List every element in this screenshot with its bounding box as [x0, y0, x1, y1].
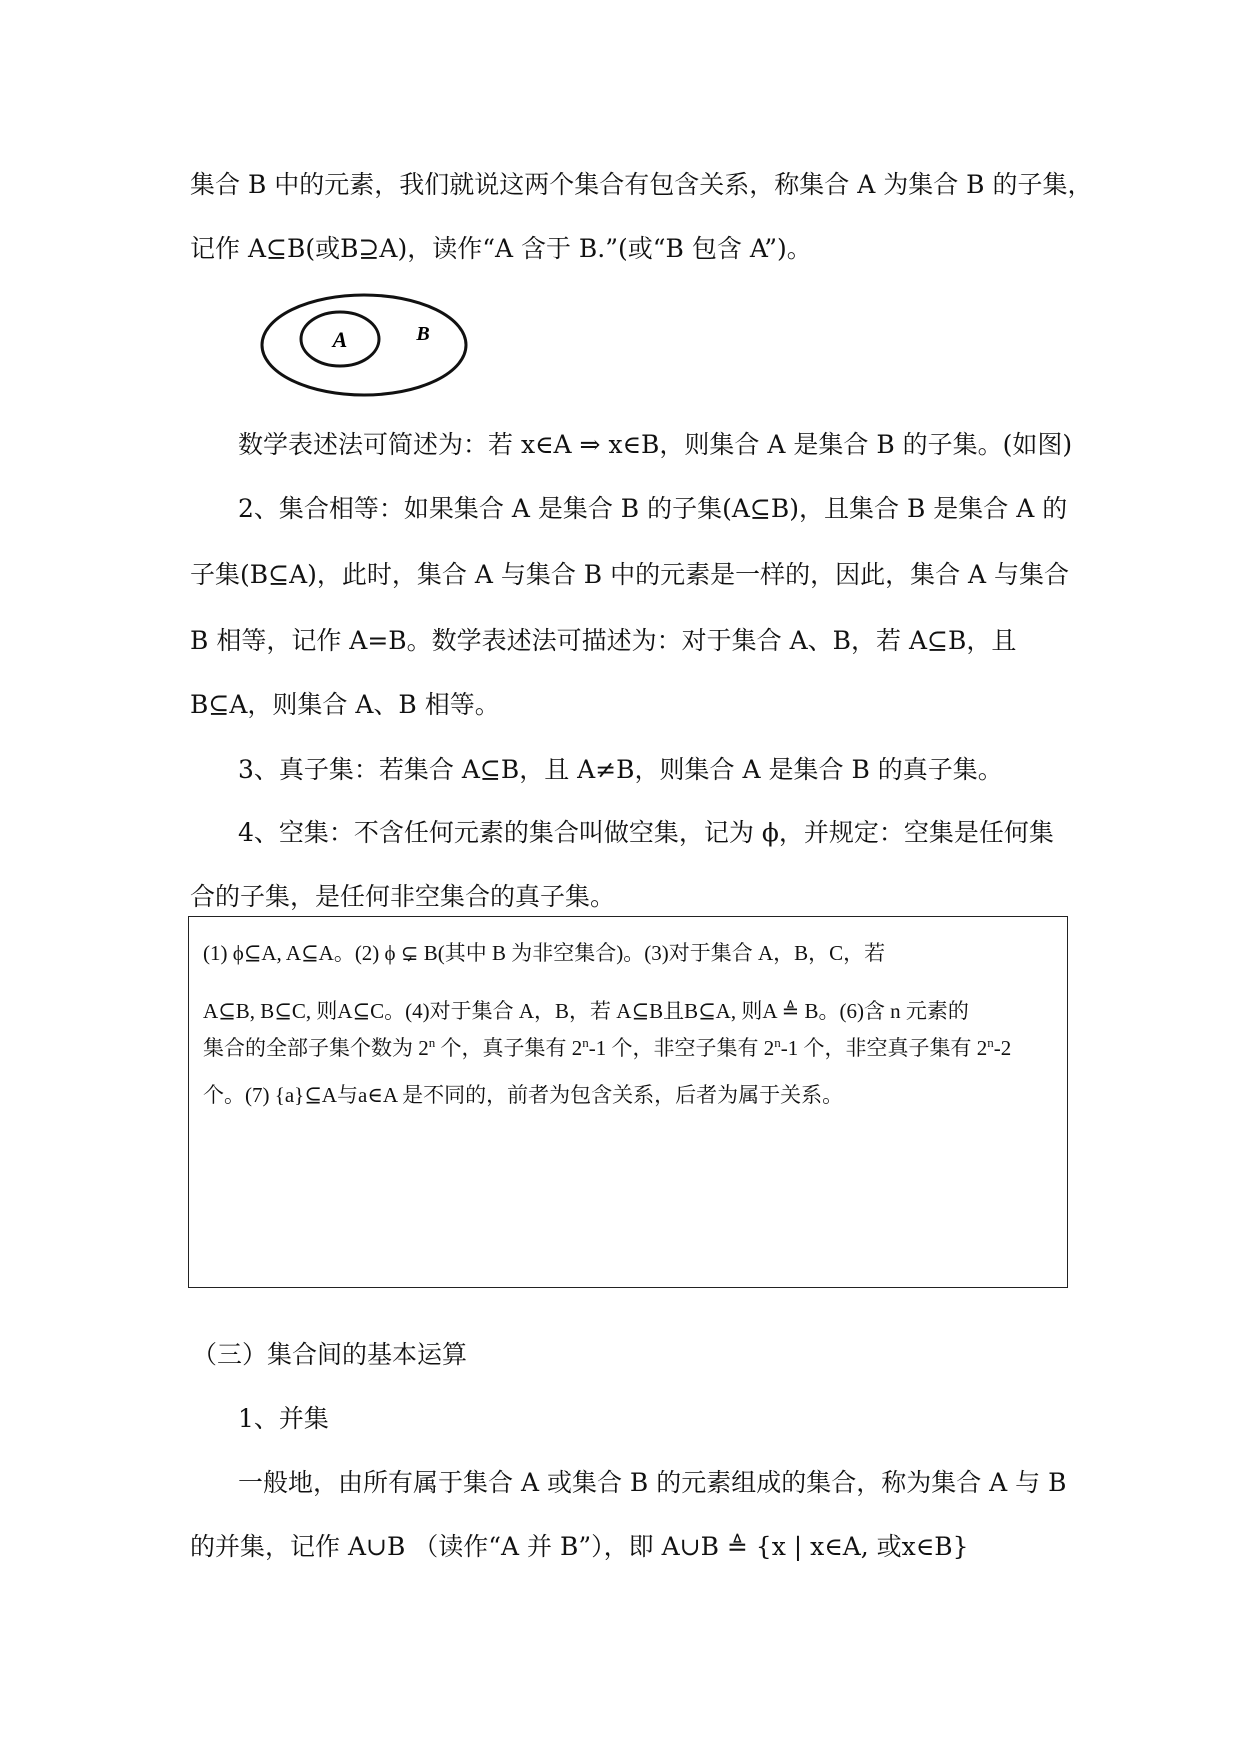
exponent-n-4: n	[987, 1035, 994, 1050]
subset-definition-line-1: 集合 B 中的元素，我们就说这两个集合有包含关系，称集合 A 为集合 B 的子集，	[190, 170, 1093, 199]
empty-set-line-2: 合的子集，是任何非空集合的真子集。	[190, 882, 616, 911]
section-title: （三）集合间的基本运算	[192, 1340, 468, 1369]
exponent-n-2: n	[582, 1035, 589, 1050]
properties-line-3-a: 个，真子集有 2	[435, 1036, 583, 1060]
union-heading: 1、并集	[238, 1404, 329, 1433]
properties-line-3	[203, 1029, 1011, 1062]
properties-box	[188, 916, 1068, 1288]
properties-line-2: A⊆B, B⊆C, 则A⊆C。(4)对于集合 A，B，若 A⊆B且B⊆A, 则A ≜ B。(6)含 n 元素的	[203, 999, 969, 1023]
math-statement: 数学表述法可简述为：若 x∈A ⇒ x∈B，则集合 A 是集合 B 的子集。(如图)	[238, 430, 1073, 459]
inner-set-label: A	[332, 327, 348, 352]
set-equality-line-2: 子集(B⊆A)，此时，集合 A 与集合 B 中的元素是一样的，因此，集合 A 与集合	[190, 560, 1070, 589]
set-equality-line-3: B 相等，记作 A=B。数学表述法可描述为：对于集合 A、B，若 A⊆B，且	[190, 626, 1017, 655]
properties-line-3-prefix: 集合的全部子集个数为 2	[203, 1036, 429, 1060]
exponent-n-3: n	[774, 1035, 781, 1050]
venn-diagram	[258, 290, 470, 400]
outer-set-ellipse	[262, 295, 466, 395]
properties-line-3-c: -1 个，非空真子集有 2	[780, 1036, 988, 1060]
set-equality-line-4: B⊆A，则集合 A、B 相等。	[190, 690, 500, 719]
properties-line-3-b: -1 个，非空子集有 2	[588, 1036, 775, 1060]
proper-subset: 3、真子集：若集合 A⊆B，且 A≠B，则集合 A 是集合 B 的真子集。	[238, 755, 1003, 784]
properties-line-3-suffix: -2	[993, 1036, 1012, 1060]
outer-set-label: B	[416, 323, 430, 345]
properties-line-1: (1) ϕ⊆A, A⊆A。(2) ϕ ⊊ B(其中 B 为非空集合)。(3)对于集合 A，B，C，若	[203, 941, 886, 965]
empty-set-line-1: 4、空集：不含任何元素的集合叫做空集，记为 ϕ，并规定：空集是任何集	[238, 818, 1054, 847]
exponent-n-1: n	[428, 1035, 436, 1050]
union-line-1: 一般地，由所有属于集合 A 或集合 B 的元素组成的集合，称为集合 A 与 B	[238, 1468, 1067, 1497]
properties-line-4: 个。(7) {a}⊆A与a∈A 是不同的，前者为包含关系，后者为属于关系。	[203, 1083, 844, 1107]
set-equality-line-1: 2、集合相等：如果集合 A 是集合 B 的子集(A⊆B)，且集合 B 是集合 A 的	[238, 494, 1068, 523]
subset-definition-line-2: 记作 A⊆B(或B⊇A)，读作“A 含于 B.”(或“B 包含 A”)。	[190, 234, 812, 263]
union-line-2: 的并集，记作 A∪B （读作“A 并 B”），即 A∪B ≜ {x | x∈A, 或x∈B}	[190, 1532, 969, 1561]
